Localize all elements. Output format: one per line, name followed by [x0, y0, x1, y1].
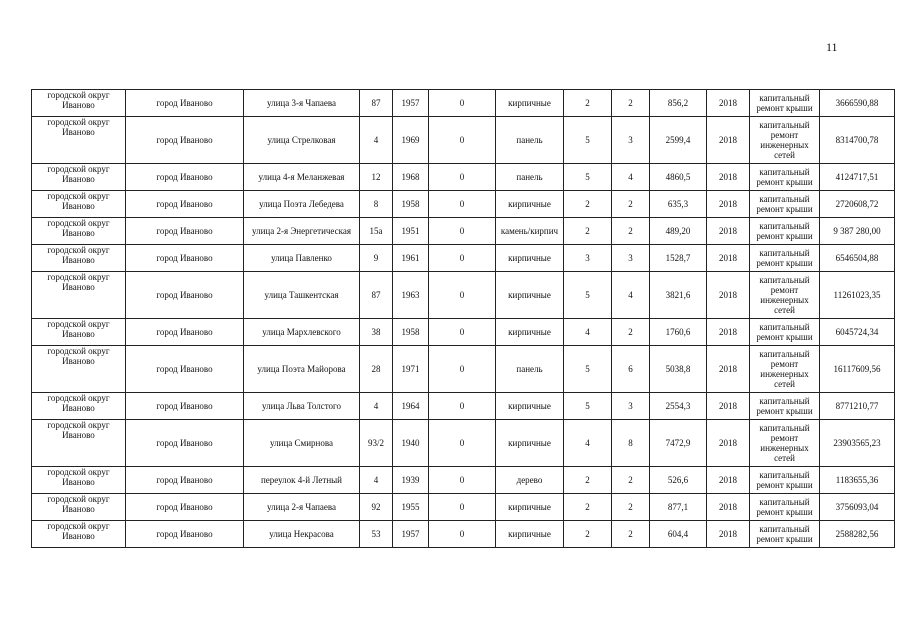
- cost-cell: 8771210,77: [820, 393, 895, 420]
- house-number-cell: 87: [360, 272, 393, 319]
- district-cell: городской округ Иваново: [32, 319, 126, 346]
- wall-material-cell: кирпичные: [496, 191, 564, 218]
- street-cell: улица Ташкентская: [244, 272, 360, 319]
- built-year-cell: 1951: [393, 218, 429, 245]
- zero-cell: 0: [429, 191, 496, 218]
- floors-cell: 3: [564, 245, 612, 272]
- district-cell: городской округ Иваново: [32, 393, 126, 420]
- table-row: [32, 494, 895, 521]
- table-row: [32, 467, 895, 494]
- street-cell: улица 4-я Меланжевая: [244, 164, 360, 191]
- city-cell: город Иваново: [126, 164, 244, 191]
- plan-year-cell: 2018: [707, 218, 750, 245]
- cost-cell: 1183655,36: [820, 467, 895, 494]
- cost-cell: 9 387 280,00: [820, 218, 895, 245]
- house-number-cell: 53: [360, 521, 393, 548]
- table-row: [32, 218, 895, 245]
- table-row: [32, 191, 895, 218]
- street-cell: улица 2-я Чапаева: [244, 494, 360, 521]
- work-type-cell: капитальный ремонт крыши: [750, 218, 820, 245]
- wall-material-cell: кирпичные: [496, 272, 564, 319]
- zero-cell: 0: [429, 272, 496, 319]
- work-type-cell: капитальный ремонт крыши: [750, 319, 820, 346]
- plan-year-cell: 2018: [707, 272, 750, 319]
- work-type-cell: капитальный ремонт крыши: [750, 393, 820, 420]
- district-cell: городской округ Иваново: [32, 346, 126, 393]
- house-number-cell: 92: [360, 494, 393, 521]
- zero-cell: 0: [429, 467, 496, 494]
- wall-material-cell: дерево: [496, 467, 564, 494]
- district-cell: городской округ Иваново: [32, 494, 126, 521]
- area-cell: 5038,8: [650, 346, 707, 393]
- wall-material-cell: панель: [496, 346, 564, 393]
- city-cell: город Иваново: [126, 420, 244, 467]
- built-year-cell: 1964: [393, 393, 429, 420]
- wall-material-cell: панель: [496, 117, 564, 164]
- zero-cell: 0: [429, 218, 496, 245]
- district-cell: городской округ Иваново: [32, 117, 126, 164]
- table-row: [32, 90, 895, 117]
- work-type-cell: капитальный ремонт крыши: [750, 245, 820, 272]
- cost-cell: 6045724,34: [820, 319, 895, 346]
- area-cell: 2554,3: [650, 393, 707, 420]
- floors-cell: 2: [564, 90, 612, 117]
- area-cell: 4860,5: [650, 164, 707, 191]
- zero-cell: 0: [429, 319, 496, 346]
- house-number-cell: 12: [360, 164, 393, 191]
- built-year-cell: 1955: [393, 494, 429, 521]
- plan-year-cell: 2018: [707, 319, 750, 346]
- table-row: [32, 245, 895, 272]
- built-year-cell: 1958: [393, 319, 429, 346]
- floors-cell: 5: [564, 117, 612, 164]
- plan-year-cell: 2018: [707, 346, 750, 393]
- table-row: [32, 164, 895, 191]
- table-row: [32, 521, 895, 548]
- plan-year-cell: 2018: [707, 117, 750, 164]
- table-row: [32, 319, 895, 346]
- wall-material-cell: кирпичные: [496, 90, 564, 117]
- city-cell: город Иваново: [126, 319, 244, 346]
- city-cell: город Иваново: [126, 494, 244, 521]
- city-cell: город Иваново: [126, 346, 244, 393]
- wall-material-cell: панель: [496, 164, 564, 191]
- entrances-cell: 4: [612, 272, 650, 319]
- floors-cell: 2: [564, 494, 612, 521]
- wall-material-cell: кирпичные: [496, 494, 564, 521]
- district-cell: городской округ Иваново: [32, 164, 126, 191]
- house-number-cell: 4: [360, 117, 393, 164]
- street-cell: улица 2-я Энергетическая: [244, 218, 360, 245]
- city-cell: город Иваново: [126, 245, 244, 272]
- city-cell: город Иваново: [126, 272, 244, 319]
- house-number-cell: 4: [360, 393, 393, 420]
- entrances-cell: 8: [612, 420, 650, 467]
- house-number-cell: 38: [360, 319, 393, 346]
- area-cell: 7472,9: [650, 420, 707, 467]
- table-row: [32, 117, 895, 164]
- house-number-cell: 93/2: [360, 420, 393, 467]
- plan-year-cell: 2018: [707, 467, 750, 494]
- street-cell: улица Льва Толстого: [244, 393, 360, 420]
- house-number-cell: 4: [360, 467, 393, 494]
- entrances-cell: 2: [612, 90, 650, 117]
- table-row: [32, 393, 895, 420]
- built-year-cell: 1961: [393, 245, 429, 272]
- cost-cell: 16117609,56: [820, 346, 895, 393]
- city-cell: город Иваново: [126, 467, 244, 494]
- wall-material-cell: кирпичные: [496, 319, 564, 346]
- plan-year-cell: 2018: [707, 494, 750, 521]
- area-cell: 635,3: [650, 191, 707, 218]
- work-type-cell: капитальный ремонт инженерных сетей: [750, 272, 820, 319]
- floors-cell: 2: [564, 218, 612, 245]
- table-row: [32, 420, 895, 467]
- house-number-cell: 9: [360, 245, 393, 272]
- wall-material-cell: камень/кирпич: [496, 218, 564, 245]
- built-year-cell: 1971: [393, 346, 429, 393]
- street-cell: улица Мархлевского: [244, 319, 360, 346]
- zero-cell: 0: [429, 521, 496, 548]
- wall-material-cell: кирпичные: [496, 393, 564, 420]
- wall-material-cell: кирпичные: [496, 420, 564, 467]
- cost-cell: 3666590,88: [820, 90, 895, 117]
- built-year-cell: 1957: [393, 90, 429, 117]
- work-type-cell: капитальный ремонт крыши: [750, 164, 820, 191]
- district-cell: городской округ Иваново: [32, 467, 126, 494]
- area-cell: 1760,6: [650, 319, 707, 346]
- area-cell: 877,1: [650, 494, 707, 521]
- work-type-cell: капитальный ремонт крыши: [750, 467, 820, 494]
- zero-cell: 0: [429, 245, 496, 272]
- plan-year-cell: 2018: [707, 245, 750, 272]
- entrances-cell: 4: [612, 164, 650, 191]
- built-year-cell: 1957: [393, 521, 429, 548]
- cost-cell: 11261023,35: [820, 272, 895, 319]
- entrances-cell: 2: [612, 218, 650, 245]
- city-cell: город Иваново: [126, 393, 244, 420]
- city-cell: город Иваново: [126, 218, 244, 245]
- area-cell: 489,20: [650, 218, 707, 245]
- area-cell: 856,2: [650, 90, 707, 117]
- street-cell: улица Стрелковая: [244, 117, 360, 164]
- work-type-cell: капитальный ремонт крыши: [750, 191, 820, 218]
- plan-year-cell: 2018: [707, 164, 750, 191]
- cost-cell: 2720608,72: [820, 191, 895, 218]
- built-year-cell: 1963: [393, 272, 429, 319]
- entrances-cell: 6: [612, 346, 650, 393]
- built-year-cell: 1968: [393, 164, 429, 191]
- street-cell: улица Смирнова: [244, 420, 360, 467]
- zero-cell: 0: [429, 494, 496, 521]
- floors-cell: 5: [564, 346, 612, 393]
- house-number-cell: 87: [360, 90, 393, 117]
- floors-cell: 5: [564, 393, 612, 420]
- district-cell: городской округ Иваново: [32, 218, 126, 245]
- street-cell: улица Павленко: [244, 245, 360, 272]
- area-cell: 1528,7: [650, 245, 707, 272]
- work-type-cell: капитальный ремонт инженерных сетей: [750, 346, 820, 393]
- city-cell: город Иваново: [126, 191, 244, 218]
- built-year-cell: 1939: [393, 467, 429, 494]
- wall-material-cell: кирпичные: [496, 245, 564, 272]
- cost-cell: 3756093,04: [820, 494, 895, 521]
- district-cell: городской округ Иваново: [32, 90, 126, 117]
- house-number-cell: 15а: [360, 218, 393, 245]
- street-cell: улица Некрасова: [244, 521, 360, 548]
- work-type-cell: капитальный ремонт инженерных сетей: [750, 420, 820, 467]
- street-cell: переулок 4-й Летный: [244, 467, 360, 494]
- floors-cell: 4: [564, 420, 612, 467]
- plan-year-cell: 2018: [707, 191, 750, 218]
- built-year-cell: 1940: [393, 420, 429, 467]
- area-cell: 2599,4: [650, 117, 707, 164]
- entrances-cell: 2: [612, 191, 650, 218]
- entrances-cell: 3: [612, 245, 650, 272]
- floors-cell: 2: [564, 191, 612, 218]
- floors-cell: 2: [564, 467, 612, 494]
- plan-year-cell: 2018: [707, 90, 750, 117]
- zero-cell: 0: [429, 90, 496, 117]
- plan-year-cell: 2018: [707, 393, 750, 420]
- street-cell: улица 3-я Чапаева: [244, 90, 360, 117]
- entrances-cell: 3: [612, 117, 650, 164]
- floors-cell: 2: [564, 521, 612, 548]
- work-type-cell: капитальный ремонт крыши: [750, 521, 820, 548]
- area-cell: 3821,6: [650, 272, 707, 319]
- district-cell: городской округ Иваново: [32, 521, 126, 548]
- entrances-cell: 2: [612, 521, 650, 548]
- entrances-cell: 2: [612, 467, 650, 494]
- entrances-cell: 3: [612, 393, 650, 420]
- district-cell: городской округ Иваново: [32, 420, 126, 467]
- city-cell: город Иваново: [126, 117, 244, 164]
- work-type-cell: капитальный ремонт крыши: [750, 494, 820, 521]
- built-year-cell: 1969: [393, 117, 429, 164]
- zero-cell: 0: [429, 420, 496, 467]
- zero-cell: 0: [429, 346, 496, 393]
- plan-year-cell: 2018: [707, 521, 750, 548]
- entrances-cell: 2: [612, 494, 650, 521]
- zero-cell: 0: [429, 393, 496, 420]
- entrances-cell: 2: [612, 319, 650, 346]
- cost-cell: 8314700,78: [820, 117, 895, 164]
- page-number: 11: [826, 40, 838, 54]
- street-cell: улица Поэта Лебедева: [244, 191, 360, 218]
- floors-cell: 4: [564, 319, 612, 346]
- floors-cell: 5: [564, 164, 612, 191]
- cost-cell: 23903565,23: [820, 420, 895, 467]
- housing-repair-table: [31, 89, 895, 548]
- floors-cell: 5: [564, 272, 612, 319]
- street-cell: улица Поэта Майорова: [244, 346, 360, 393]
- district-cell: городской округ Иваново: [32, 272, 126, 319]
- house-number-cell: 28: [360, 346, 393, 393]
- table-row: [32, 272, 895, 319]
- zero-cell: 0: [429, 164, 496, 191]
- cost-cell: 4124717,51: [820, 164, 895, 191]
- area-cell: 604,4: [650, 521, 707, 548]
- plan-year-cell: 2018: [707, 420, 750, 467]
- cost-cell: 2588282,56: [820, 521, 895, 548]
- work-type-cell: капитальный ремонт крыши: [750, 90, 820, 117]
- city-cell: город Иваново: [126, 521, 244, 548]
- cost-cell: 6546504,88: [820, 245, 895, 272]
- district-cell: городской округ Иваново: [32, 245, 126, 272]
- area-cell: 526,6: [650, 467, 707, 494]
- table-row: [32, 346, 895, 393]
- work-type-cell: капитальный ремонт инженерных сетей: [750, 117, 820, 164]
- house-number-cell: 8: [360, 191, 393, 218]
- city-cell: город Иваново: [126, 90, 244, 117]
- built-year-cell: 1958: [393, 191, 429, 218]
- zero-cell: 0: [429, 117, 496, 164]
- wall-material-cell: кирпичные: [496, 521, 564, 548]
- district-cell: городской округ Иваново: [32, 191, 126, 218]
